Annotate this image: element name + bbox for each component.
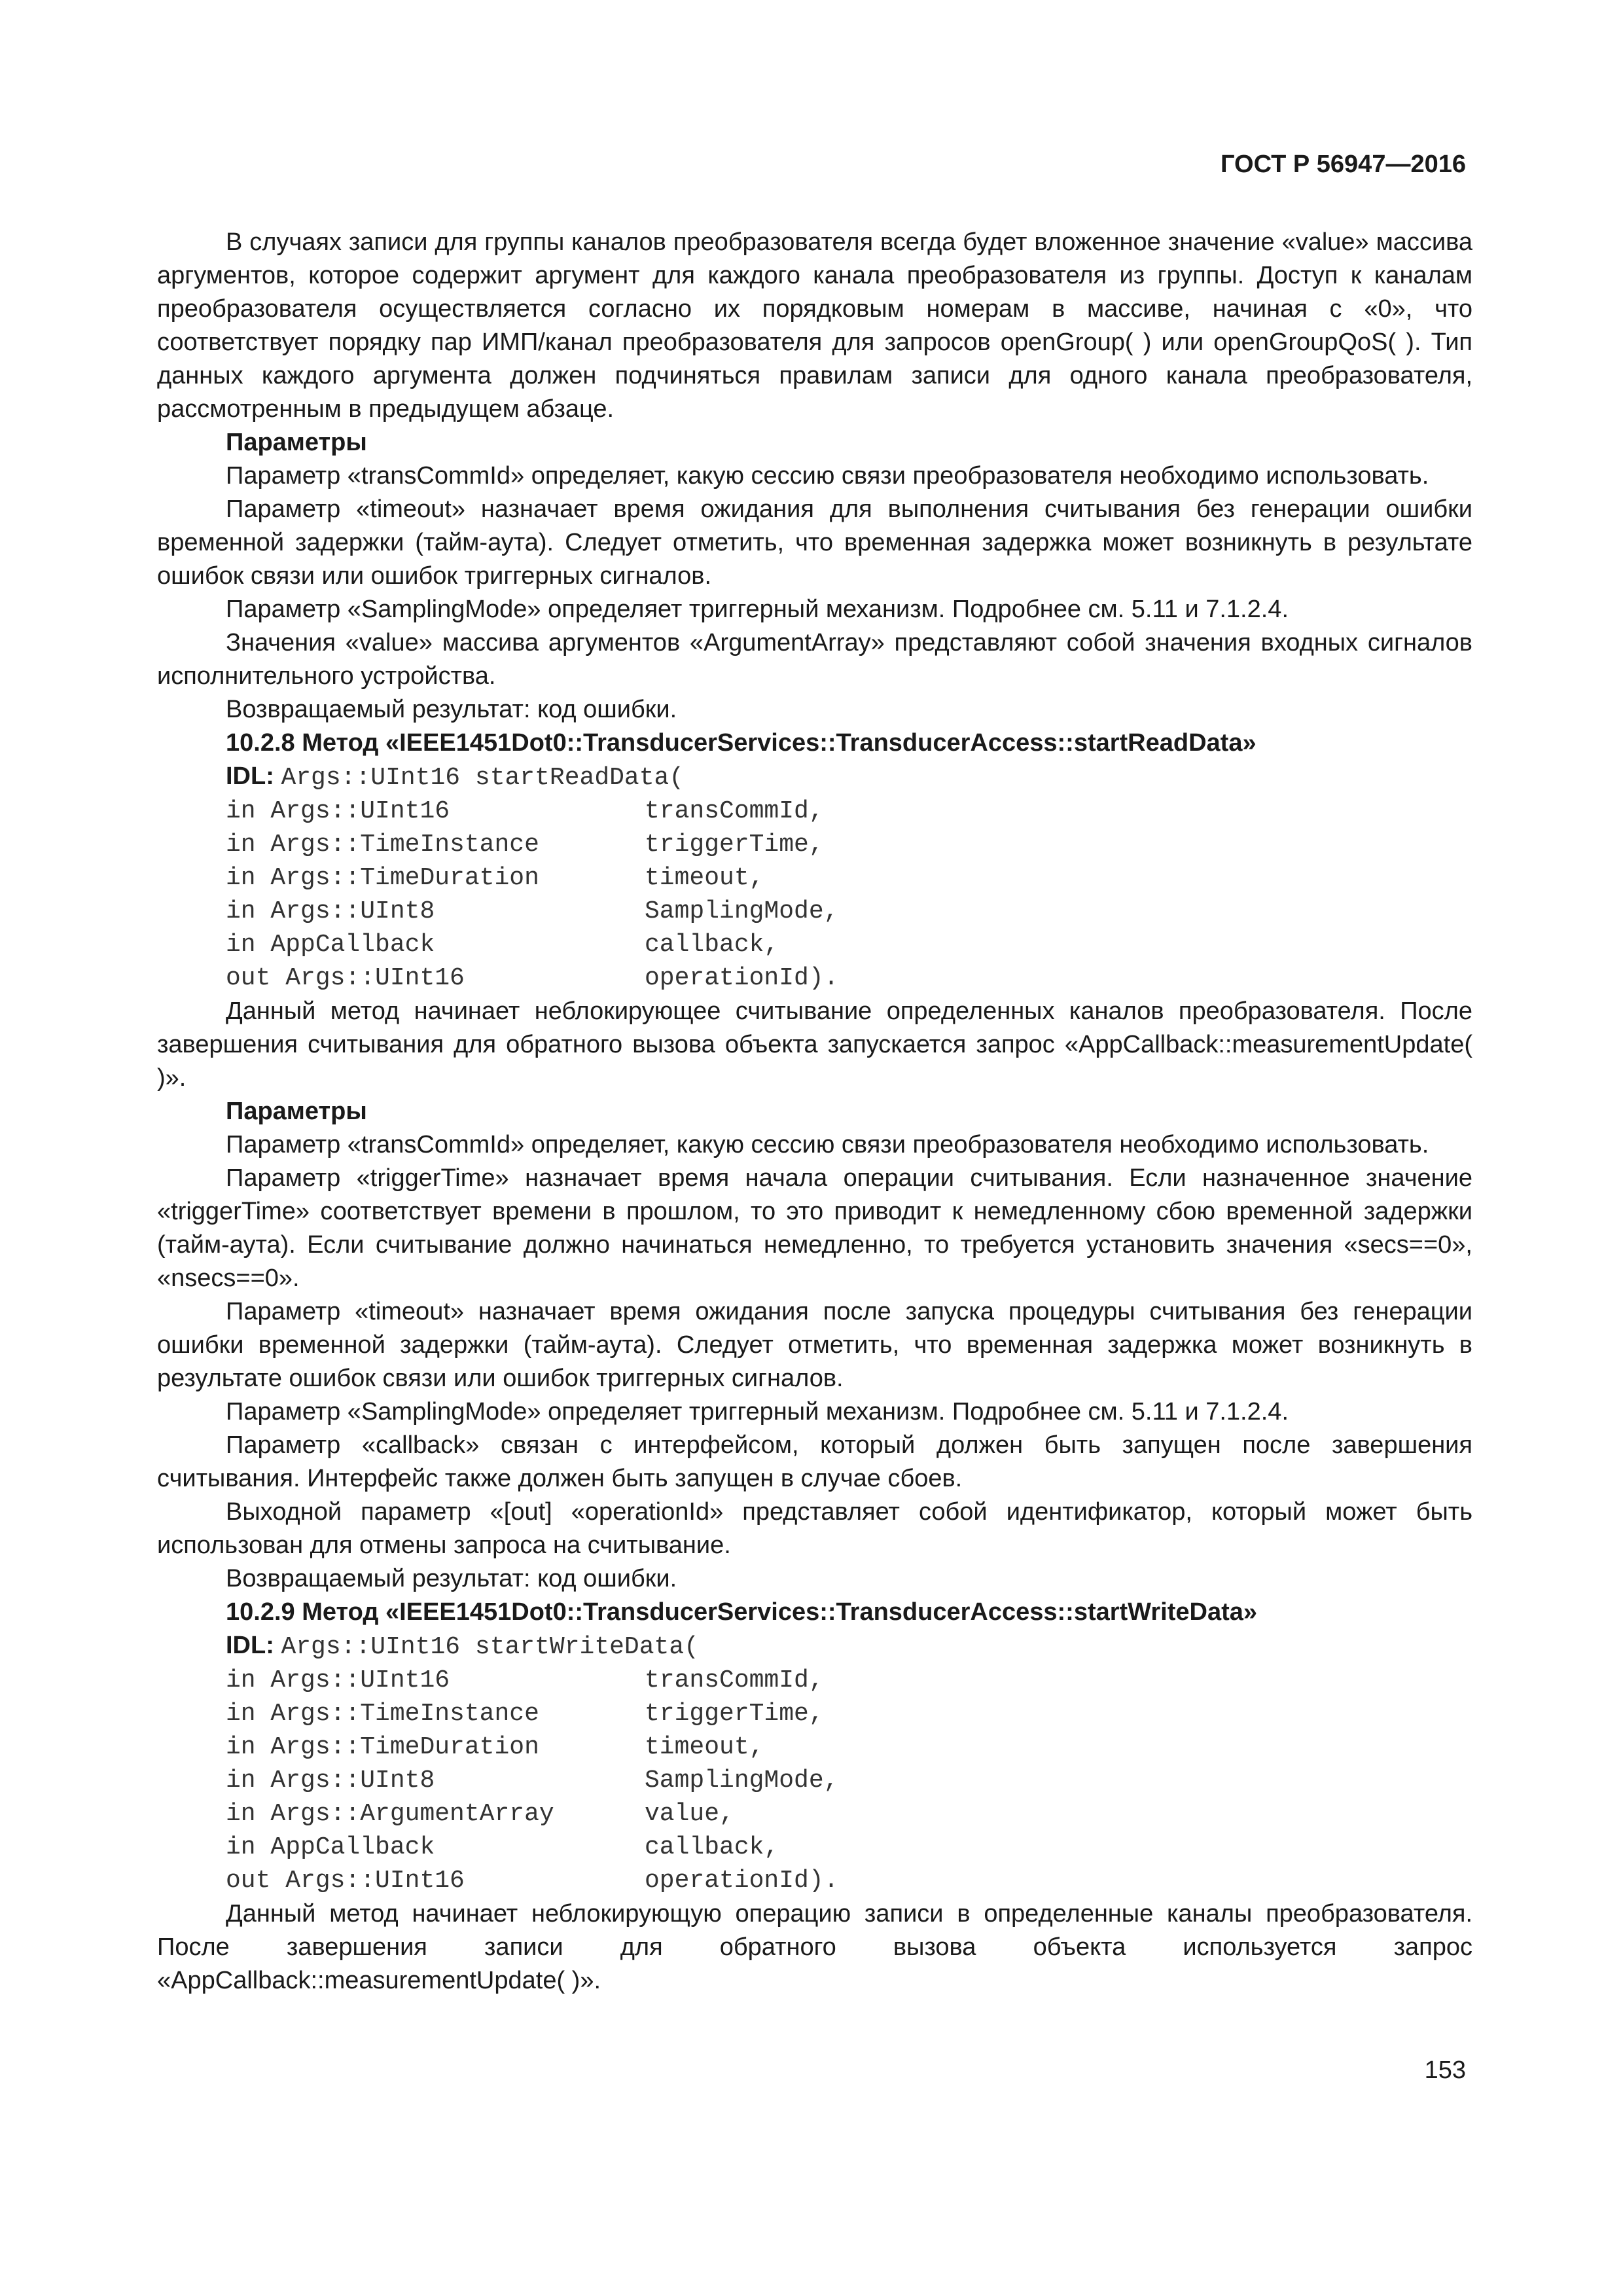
paragraph: Параметр «SamplingMode» определяет триггерный механизм. Подробнее см. 5.11 и 7.1.2.4. xyxy=(226,596,1289,623)
arg-type: in Args::TimeInstance xyxy=(226,1700,539,1728)
paragraph: В случаях записи для группы каналов преобразователя всегда будет вложенное значение «value» массива аргументов, которое содержит аргумент для каждого канала преобразователя из группы. Доступ к каналам преобразователя осуществляется согласно их порядковым номерам в массиве, начиная с «0», что соответствует порядку пар ИМП/канал преобразователя для запросов openGroup( ) или openGroupQoS( ). Тип данных каждого аргумента должен подчиняться правилам записи для одного канала преобразователя, рассмотренным в предыдущем абзаце. xyxy=(157,228,1472,423)
idl-signature xyxy=(157,760,1472,795)
arg-name: triggerTime, xyxy=(645,1700,824,1728)
paragraph: Параметр «transCommId» определяет, какую сессию связи преобразователя необходимо использовать. xyxy=(226,462,1429,490)
arg-name: operationId). xyxy=(645,964,839,992)
paragraph: Параметр «SamplingMode» определяет триггерный механизм. Подробнее см. 5.11 и 7.1.2.4. xyxy=(226,1398,1289,1426)
paragraph: Выходной параметр «[out] «operationId» представляет собой идентификатор, который может быть использован для отмены запроса на считывание. xyxy=(157,1498,1472,1559)
paragraph: Параметр «timeout» назначает время ожидания после запуска процедуры считывания без генерации ошибки временной задержки (тайм-аута). Следует отметить, что временная задержка может возникнуть в результате ошибок связи или ошибок триггерных сигналов. xyxy=(157,1298,1472,1392)
method-description: Данный метод начинает неблокирующую операцию записи в определенные каналы преобразователя. После завершения записи для обратного вызова объекта используется запрос «AppCallback::measurementUpdate( )». xyxy=(157,1900,1472,1994)
arg-type: in AppCallback xyxy=(226,931,435,959)
arg-name: callback, xyxy=(645,1833,779,1861)
section-title-10-2-9: 10.2.9 Метод «IEEE1451Dot0::TransducerServices::TransducerAccess::startWriteData» xyxy=(226,1598,1257,1626)
idl-arg xyxy=(157,1764,1472,1797)
arg-name: value, xyxy=(645,1800,734,1828)
arg-name: callback, xyxy=(645,931,779,959)
page-content xyxy=(157,226,1472,1998)
arg-name: transCommId, xyxy=(645,1666,824,1695)
idl-arg xyxy=(157,928,1472,961)
idl-arg xyxy=(157,1797,1472,1831)
params-heading: Параметры xyxy=(226,429,367,456)
arg-name: transCommId, xyxy=(645,797,824,825)
idl-arg xyxy=(157,1831,1472,1864)
params-heading: Параметры xyxy=(226,1098,367,1125)
arg-name: SamplingMode, xyxy=(645,1767,839,1795)
idl-arg xyxy=(157,895,1472,928)
idl-arg xyxy=(157,828,1472,861)
idl-arg xyxy=(157,1864,1472,1897)
section-title-10-2-8: 10.2.8 Метод «IEEE1451Dot0::TransducerServices::TransducerAccess::startReadData» xyxy=(226,729,1257,757)
paragraph: Параметр «timeout» назначает время ожидания для выполнения считывания без генерации ошибки временной задержки (тайм-аута). Следует отметить, что временная задержка может возникнуть в результате ошибок связи или ошибок триггерных сигналов. xyxy=(157,495,1472,590)
idl-arg xyxy=(157,961,1472,995)
idl-arg xyxy=(157,795,1472,828)
arg-type: in Args::TimeDuration xyxy=(226,1733,539,1761)
idl-arg xyxy=(157,1731,1472,1764)
paragraph: Параметр «triggerTime» назначает время начала операции считывания. Если назначенное значение «triggerTime» соответствует времени в прошлом, то это приводит к немедленному сбою временной задержки (тайм-аута). Если считывание должно начинаться немедленно, то требуется установить значения «secs==0», «nsecs==0». xyxy=(157,1164,1472,1292)
paragraph: Параметр «transCommId» определяет, какую сессию связи преобразователя необходимо использовать. xyxy=(226,1131,1429,1158)
arg-type: out Args::UInt16 xyxy=(226,964,465,992)
idl-signature-code: Args::UInt16 startReadData( xyxy=(281,764,685,792)
arg-type: in Args::UInt16 xyxy=(226,797,450,825)
idl-arg xyxy=(157,1697,1472,1731)
arg-name: triggerTime, xyxy=(645,831,824,859)
idl-arg xyxy=(157,1664,1472,1697)
arg-type: in AppCallback xyxy=(226,1833,435,1861)
arg-name: SamplingMode, xyxy=(645,897,839,925)
paragraph: Значения «value» массива аргументов «ArgumentArray» представляют собой значения входных сигналов исполнительного устройства. xyxy=(157,629,1472,690)
paragraph: Параметр «callback» связан с интерфейсом, который должен быть запущен после завершения считывания. Интерфейс также должен быть запущен в случае сбоев. xyxy=(157,1431,1472,1492)
paragraph: Возвращаемый результат: код ошибки. xyxy=(226,1565,677,1592)
arg-type: in Args::ArgumentArray xyxy=(226,1800,554,1828)
arg-type: in Args::UInt8 xyxy=(226,897,435,925)
paragraph: Возвращаемый результат: код ошибки. xyxy=(226,696,677,723)
arg-name: operationId). xyxy=(645,1867,839,1895)
method-description: Данный метод начинает неблокирующее считывание определенных каналов преобразователя. После завершения считывания для обратного вызова объекта запускается запрос «AppCallback::measurementUpdate( )». xyxy=(157,997,1472,1092)
arg-type: out Args::UInt16 xyxy=(226,1867,465,1895)
idl-arg xyxy=(157,861,1472,895)
idl-signature-code: Args::UInt16 startWriteData( xyxy=(281,1633,699,1661)
idl-signature xyxy=(157,1629,1472,1664)
arg-name: timeout, xyxy=(645,864,764,892)
idl-label: IDL: xyxy=(226,1632,274,1659)
arg-name: timeout, xyxy=(645,1733,764,1761)
arg-type: in Args::TimeDuration xyxy=(226,864,539,892)
page-number: 153 xyxy=(1424,2056,1466,2084)
idl-label: IDL: xyxy=(226,762,274,790)
document-header: ГОСТ Р 56947—2016 xyxy=(1221,151,1466,178)
arg-type: in Args::UInt16 xyxy=(226,1666,450,1695)
arg-type: in Args::UInt8 xyxy=(226,1767,435,1795)
arg-type: in Args::TimeInstance xyxy=(226,831,539,859)
